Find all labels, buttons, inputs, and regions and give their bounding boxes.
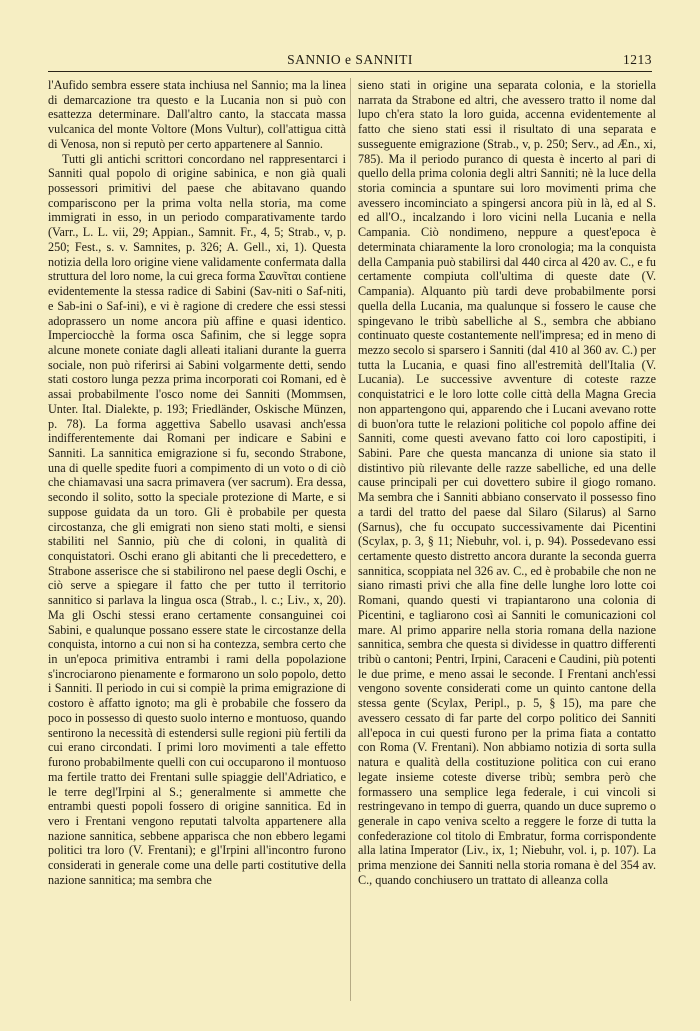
page-header: [48, 52, 652, 68]
left-paragraph-2: Tutti gli antichi scrittori concordano nel rappresentarci i Sanniti qual popolo di origine sabinica, e non già quali possessori primitivi del paese che abitavano quando compariscono per la prima volta nella storia, ma come immigrati in esso, in un periodo comparativamente tardo (Varr., L. L. vii, 29; Appian., Samnit. Fr., 4, 5; Strab., v, p. 250; Fest., s. v. Samnites, p. 326; A. Gell., xi, 1). Questa notizia della loro origine viene validamente confermata dalla struttura del loro nome, la cui greca forma Σαυνῖται contiene evidentemente la stessa radice di Sabini (Sav-niti o Saf-niti, e Sab-ini o Saf-ini), e vi è ragione di credere che essi stessi adoprassero un nome ancora più affine e quasi identico. Imperciocchè la forma osca Safinim, che si legge sopra alcune monete coniate dagli alleati italiani durante la guerra sociale, non può riferirsi ai Sabini volgarmente detti, sendo stati costoro lunga pezza prima incorporati coi Romani, ed è assai probabilmente l'osco nome dei Sanniti (Mommsen, Unter. Ital. Dialekte, p. 193; Friedländer, Oskische Münzen, p. 78). La forma aggettiva Sabello usavasi anch'essa indifferentemente dai Romani per indicare e Sabini e Sanniti. La sannitica emigrazione si fu, secondo Strabone, una di quelle spedite fuori a compimento di un voto o di ciò che chiamavasi una sacra primavera (ver sacrum). Era dessa, secondo il solito, sotto la speciale protezione di Marte, e si suppose guidata da un toro. Gli è probabile per questa circostanza, che gli emigrati non sieno stati molti, e siensi stabiliti nel Sannio, più che di coloni, in qualità di conquistatori. Oschi erano gli abitanti che li precedettero, e Strabone asserisce che si stabilirono nel paese degli Oschi, e ciò serve a spiegare il fatto che per tutto il territorio sannitico si parlava la lingua osca (Strab., l. c.; Liv., x, 20). Ma gli Oschi stessi erano certamente consanguinei coi Sabini, e qualunque possano essere state le circostanze della conquista, intorno a cui non si ha contezza, sembra certo che in un'epoca primitiva entrambi i rami della popolazione s'incrociarono pienamente e formarono un solo popolo, detto i Sanniti. Il periodo in cui si compiè la prima emigrazione di costoro è affatto ignoto; ma gli è probabile che fossero da poco in possesso di questo suolo interno e montuoso, quando sentirono la necessità di estendersi sulle regioni più fertili da cui erano circondati. I primi loro movimenti a tale effetto furono probabilmente quelli con cui occuparono il montuoso ma fertile tratto dei Frentani sulle spiaggie dell'Adriatico, e le terre degl'Irpini al S.; generalmente si ammette che entrambi questi popoli fossero di origine sannitica. Ed in vero i Frentani vengono reputati talvolta appartenere alla nazione sannitica, sebbene apparisca che non ebbero legami politici tra loro (V. Frentani); e gl'Irpini all'incontro furono considerati in generale come una delle parti costitutive della nazione sannitica; ma sembra che: [48, 151, 346, 887]
header-rule: [48, 71, 652, 72]
right-paragraph-1: sieno stati in origine una separata colonia, e la storiella narrata da Strabone ed altri, che avessero tratto il nome dal lupo ch'era stato la loro guida, accenna evidentemente al fatto che sieno stati essi il risultato di una separata e susseguente emigrazione (Strab., v, p. 250; Serv., ad Æn., xi, 785). Ma il periodo puranco di questa è incerto al pari di quello della prima colonia degli altri Sanniti; nè la luce della storia comincia a spuntare sui loro movimenti prima che avessero incominciato a spingersi ancora più in là, ed al S. ed all'O., incalzando i loro vicini nella Lucania e nella Campania. Ciò nondimeno, neppure a quest'epoca è determinata chiaramente la loro cronologia; ma la conquista della Campania può stabilirsi dal 440 circa al 420 av. C., e fu certamente compiuta coll'ultima di queste date (V. Campania). Alquanto più tardi deve probabilmente porsi quella della Lucania, ma qualunque si fossero le cause che spingevano le tribù sabelliche al S., sembra che abbiano continuato queste costantemente nell'impresa; ed in meno di mezzo secolo si sparsero i Sanniti (dal 410 al 360 av. C.) per tutta la Lucania, e quasi fino all'estremità dell'Italia (V. Lucania). Le successive avventure di coteste razze conquistatrici e le loro lotte colle città della Magna Grecia non appartengono qui, apparendo che i Lucani avevano rotte di buon'ora tutte le relazioni politiche col popolo affine dei Sanniti, come questi avevano fatto coi loro capostipiti, i Sabini. Pare che questa mancanza di unione sia stato il distintivo più rilevante delle razze sabelliche, ed una delle cause principali per cui dovettero subire il giogo romano. Ma sembra che i Sanniti abbiano conservato il possesso fino a tardi del tratto del paese dal Silaro (Silarus) al Sarno (Sarnus), che fu occupato successivamente dai Picentini (Scylax, p. 3, § 11; Niebuhr, vol. i, p. 94). Possedevano essi certamente questo distretto ancora durante la seconda guerra sannitica, scoppiata nel 326 av. C., ed è probabile che non ne siano rimasti privi che alla fine delle lunghe loro lotte coi Romani, quando questi vi trapiantarono una colonia di Picentini, e tagliarono così ai Sanniti le comunicazioni col mare. Al primo apparire nella storia romana della nazione sannitica, sembra che questa si dividesse in quattro differenti tribù o cantoni; Pentri, Irpini, Caraceni e Caudini, più potenti le due prime, e meno assai le seconde. I Frentani anch'essi vengono sovente considerati come un quinto cantone della stessa gente (Scylax, Peripl., p. 5, § 15), ma pare che avessero cessato di far parte del corpo politico dei Sanniti all'epoca in cui questi furono per la prima fiata a contatto con Roma (V. Frentani). Non abbiamo notizia di sorta sulla natura e qualità della costituzione politica con cui erano legate insieme coteste diverse tribù; sembra però che formassero una semplice lega federale, i cui vincoli si restringevano in tempo di guerra, quando un duce supremo o generale in capo veniva scelto a reggere le forze di tutta la confederazione col titolo di Embratur, forma corrispondente alla latina Imperator (Liv., ix, 1; Niebuhr, vol. i, p. 107). La prima menzione dei Sanniti nella storia romana è del 354 av. C., quando conchiusero un trattato di alleanza colla: [358, 78, 656, 887]
running-title: SANNIO e SANNITI: [287, 52, 413, 67]
column-gutter: [350, 78, 351, 1001]
left-column: [48, 78, 346, 1011]
right-column: [358, 78, 656, 1011]
page-number: 1213: [623, 52, 652, 67]
left-paragraph-1: l'Aufido sembra essere stata inchiusa nel Sannio; ma la linea di demarcazione tra questo e la Lucania non si può con esattezza determinare. Dall'altro canto, la staccata massa vulcanica del monte Voltore (Mons Vultur), coll'attigua città di Venosa, non si reputò per certo appartenere al Sannio.: [48, 78, 346, 151]
